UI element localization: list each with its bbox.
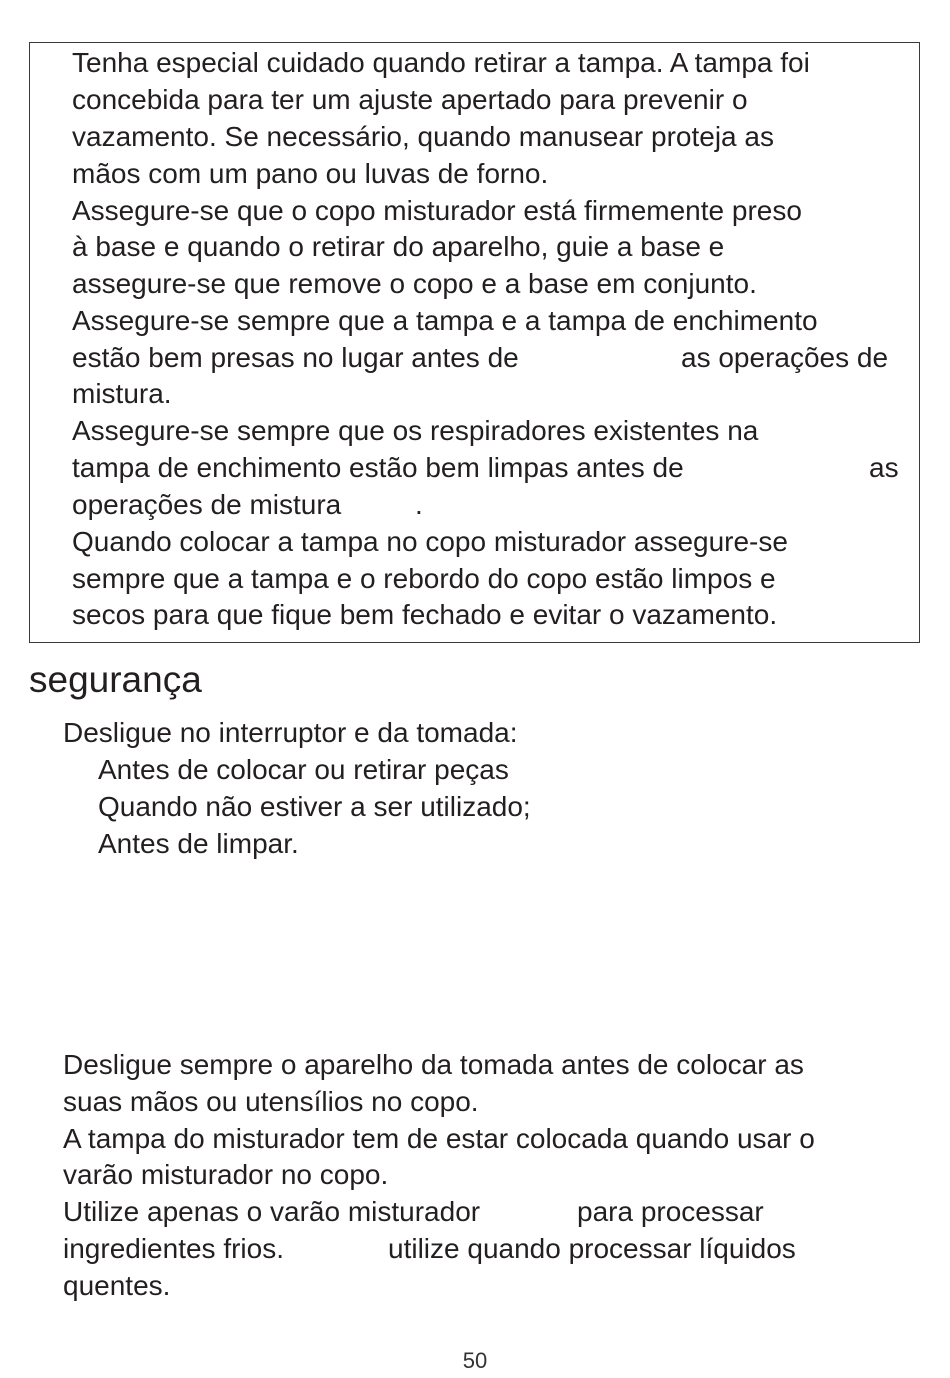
box-line: vazamento. Se necessário, quando manusear proteja as — [72, 121, 774, 152]
box-line: mistura. — [72, 378, 172, 409]
box-line: à base e quando o retirar do aparelho, guie a base e — [72, 231, 725, 262]
box-line: Quando colocar a tampa no copo misturador assegure-se — [72, 526, 788, 557]
body-line: A tampa do misturador tem de estar colocada quando usar o — [63, 1123, 815, 1154]
box-line: Assegure-se que o copo misturador está firmemente preso — [72, 195, 802, 226]
box-line-fragment: as — [869, 452, 899, 483]
body-line: quentes. — [63, 1270, 171, 1301]
body-line: Utilize apenas o varão misturador — [63, 1196, 481, 1227]
list-item: Quando não estiver a ser utilizado; — [98, 791, 531, 822]
box-line: estão bem presas no lugar antes de — [72, 342, 519, 373]
page-number: 50 — [462, 1348, 488, 1373]
body-line: varão misturador no copo. — [63, 1159, 389, 1190]
body-line: ingredientes frios. — [63, 1233, 285, 1264]
box-line: Assegure-se sempre que os respiradores existentes na — [72, 415, 759, 446]
unplug-intro: Desligue no interruptor e da tomada: — [63, 717, 518, 748]
body-line: suas mãos ou utensílios no copo. — [63, 1086, 479, 1117]
body-line-fragment: utilize quando processar líquidos — [388, 1233, 796, 1264]
box-line-fragment: . — [415, 489, 423, 520]
box-line: secos para que fique bem fechado e evitar o vazamento. — [72, 599, 778, 630]
body-line-fragment: para processar — [577, 1196, 764, 1227]
box-line: concebida para ter um ajuste apertado para prevenir o — [72, 84, 748, 115]
box-line: Tenha especial cuidado quando retirar a tampa. A tampa foi — [72, 47, 810, 78]
list-item: Antes de colocar ou retirar peças — [98, 754, 509, 785]
section-heading: segurança — [29, 659, 202, 700]
box-line: assegure-se que remove o copo e a base em conjunto. — [72, 268, 757, 299]
body-line: Desligue sempre o aparelho da tomada antes de colocar as — [63, 1049, 804, 1080]
box-line: Assegure-se sempre que a tampa e a tampa de enchimento — [72, 305, 818, 336]
box-line: operações de mistura — [72, 489, 342, 520]
box-line: tampa de enchimento estão bem limpas antes de — [72, 452, 684, 483]
box-line: sempre que a tampa e o rebordo do copo estão limpos e — [72, 563, 776, 594]
box-line-fragment: as operações de — [681, 342, 889, 373]
list-item: Antes de limpar. — [98, 828, 299, 859]
box-line: mãos com um pano ou luvas de forno. — [72, 158, 549, 189]
